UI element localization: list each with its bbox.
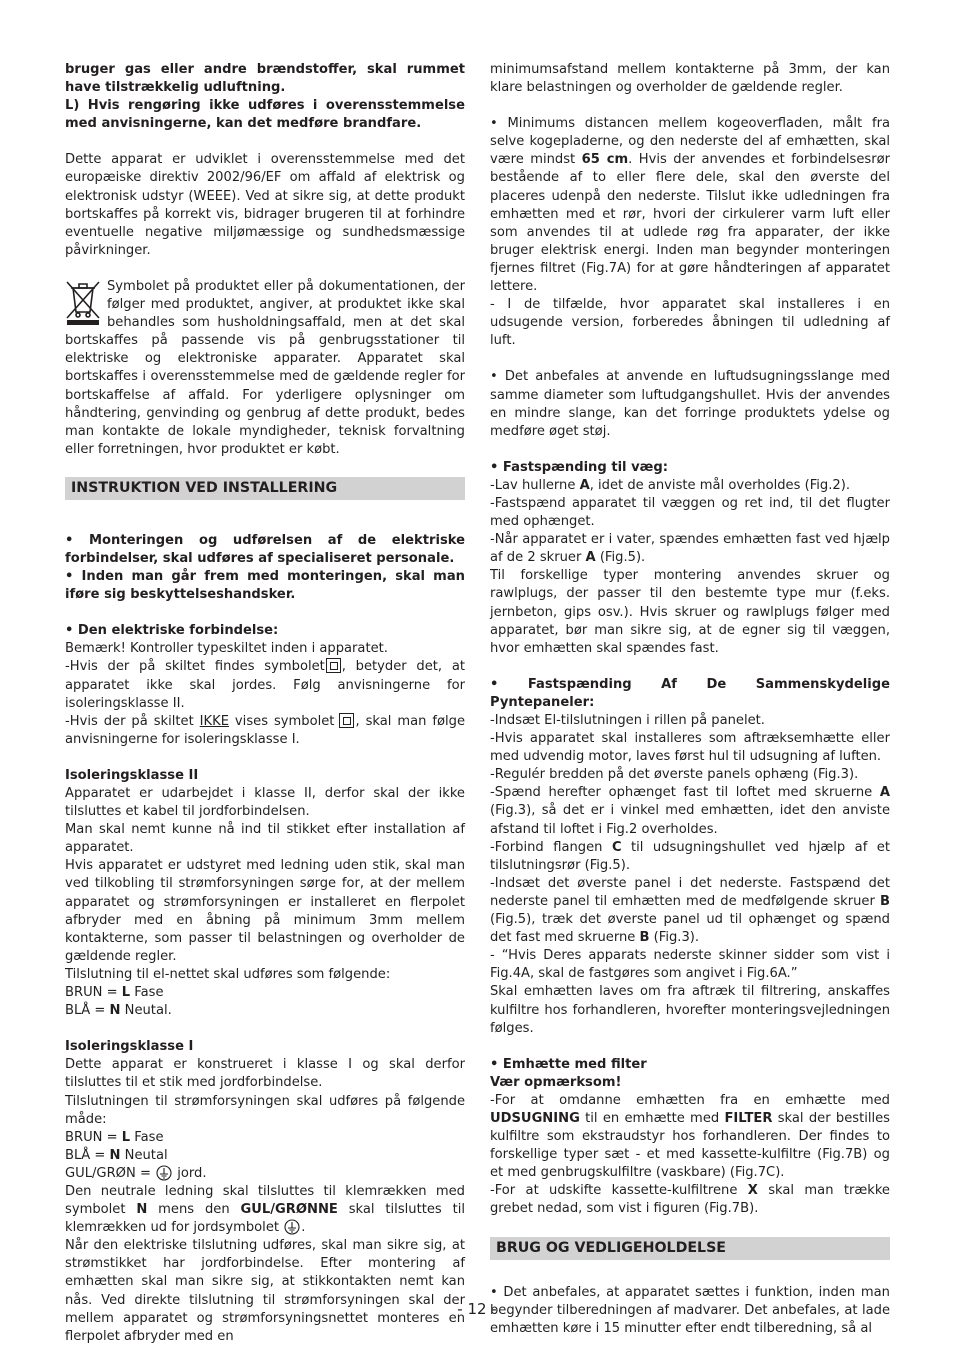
filter-warning: Vær opmærksom! bbox=[490, 1074, 622, 1090]
panel-step-8: Skal emhætten laves om fra aftræk til filtrering, anskaffes kulfiltre hos forhandleren, hvorefter monteringsvejledningen følges. bbox=[490, 984, 890, 1036]
panel-mount-title: • Fastspænding Af De Sammenskydelige Pyntepaneler: bbox=[490, 676, 890, 710]
left-column bbox=[65, 61, 465, 1346]
class-ii-title: Isoleringsklasse II bbox=[65, 767, 199, 783]
earth-symbol-icon bbox=[156, 1165, 172, 1181]
ventilation-note: bruger gas eller andre brændstoffer, skal rummet have tilstrækkelig udluftning. bbox=[65, 62, 465, 96]
class-i-blue-wire: BLÅ = N Neutal bbox=[65, 1147, 168, 1163]
class-i-text-4: Når den elektriske tilslutning udføres, skal man sikre sig, at strømstikket har jordforbindelse. Efter montering af emhætten skal man sikre sig, at stikkontakten nemt kan nås. Ved direkte tilslutning til strømforsyningen skal der mellem apparatet og strømforsyningsnettet monteres en flerpolet afbryder med en bbox=[65, 1238, 465, 1344]
electrical-connection-title: • Den elektriske forbindelse: bbox=[65, 623, 279, 639]
panel-step-2: -Hvis apparatet skal installeres som aftræksemhætte eller med udvendig motor, laves først hul til udsugning af luften. bbox=[490, 731, 890, 765]
wall-step-2: -Fastspænd apparatet til væggen og ret ind, til det flugter med ophænget. bbox=[490, 495, 890, 530]
right-column bbox=[490, 61, 890, 1338]
class-ii-text-4: Tilslutning til el-nettet skal udføres som følgende: bbox=[65, 966, 391, 982]
filter-title: • Emhætte med filter bbox=[490, 1056, 647, 1072]
panel-step-6: -Indsæt det øverste panel i det nederste. Fastspænd det nederste panel til emhætten med de medfølgende skruer B (Fig.5), træk det øverste panel ud til ophænget og spænd det fast med skruerne B (Fig.3). bbox=[490, 875, 890, 946]
filter-step-1: -For at omdanne emhætten fra en emhætte med UDSUGNING til en emhætte med FILTER skal der bestilles kulfiltre som ekstraudstyr hos forhandleren. Der findes to forskellige typer sæt - et med kassette-kulfiltre (Fig.7B) og et med genbrugskulfiltre (vaskbare) (Fig.7C). bbox=[490, 1092, 890, 1181]
wall-mount-title: • Fastspænding til væg: bbox=[490, 459, 668, 475]
specialist-note: • Monteringen og udførelsen af de elektriske forbindelser, skal udføres af specialiseret personale. bbox=[65, 532, 465, 566]
class-ii-brown-wire: BRUN = L Fase bbox=[65, 985, 164, 1001]
earth-symbol-icon bbox=[284, 1219, 300, 1235]
class-ii-symbol-icon bbox=[339, 713, 354, 728]
class-ii-text-3: Hvis apparatet er udstyret med ledning uden stik, skal man ved tilkobling til strømforsyningen sørge for, at der mellem apparatet og strømforsyningen er installeret en flerpolet afbryder med en åbning på minimum 3mm mellem kontakterne, som passer til belastningen og overholder de gældende regler. bbox=[65, 858, 465, 964]
panel-step-1: -Indsæt El-tilslutningen i rillen på panelet. bbox=[490, 713, 765, 728]
wall-step-4: Til forskellige typer montering anvendes skruer og rawlplugs, der passer til den bestemte type mur (f.eks. jernbeton, gips osv.). Hvis skruer og rawlplugs følger med apparatet, bør man sikre sig, at de egner sig til væggen, hvor emhætten skal spændes fast. bbox=[490, 568, 890, 656]
panel-step-7: - “Hvis Deres apparats nederste skinner sidder som vist i Fig.4A, skal de fastgøres som angivet i Fig.6A.” bbox=[490, 948, 890, 982]
panel-step-4: -Spænd herefter ophænget fast til loftet med skruerne A (Fig.3), så det er i vinkel med emhætten, idet den anviste afstand til loftet i Fig.2 overholdes. bbox=[490, 785, 890, 837]
min-distance-contacts: minimumsafstand mellem kontakterne på 3mm, der kan klare belastningen og overholder de gældende regler. bbox=[490, 62, 890, 96]
crossed-bin-icon bbox=[63, 278, 103, 326]
class-ii-instruction: -Hvis der på skiltet findes symbolet , betyder det, at apparatet ikke skal jordes. Følg anvisningerne for isoleringsklasse II. bbox=[65, 659, 465, 711]
hose-recommendation: • Det anbefales at anvende en luftudsugningsslange med samme diameter som luftudgangshullet. Hvis der anvendes en mindre slange, kan det forringe produktets ydelse og medføre øget støj. bbox=[490, 369, 890, 439]
wall-step-1: -Lav hullerne A, idet de anviste mål overholdes (Fig.2). bbox=[490, 477, 850, 493]
weee-block bbox=[65, 278, 465, 459]
class-ii-symbol-icon bbox=[326, 658, 341, 673]
class-i-text-3: Den neutrale ledning skal tilsluttes til klemrækken med symbolet N mens den GUL/GRØNNE skal tilsluttes til klemrækken ud for jordsymbolet . bbox=[65, 1183, 465, 1236]
fire-hazard-note: L) Hvis rengøring ikke udføres i overensstemmelse med anvisningerne, kan det medføre brandfare. bbox=[65, 98, 465, 132]
filter-step-2: -For at udskifte kassette-kulfiltrene X skal man trække grebet nedad, som vist i figuren (Fig.7B). bbox=[490, 1183, 890, 1217]
typeplate-note: Bemærk! Kontroller typeskiltet inden i apparatet. bbox=[65, 641, 388, 657]
weee-symbol-paragraph: Symbolet på produktet eller på dokumentationen, der følger med produktet, angiver, at produktet ikke skal behandles som husholdningsaffald, men at det skal bortskaffes på passende vis på genbrugsstationer til elektriske og elektroniske apparater. Apparatet skal bortskaffes i overensstemmelse med de gældende regler for bortskaffelse af affald. For yderligere oplysninger om håndtering, genvinding og genbrug af dette produkt, bedes man kontakte de lokale myndigheder, teknisk forvaltning eller forretningen, hvor produktet er købt. bbox=[65, 278, 465, 457]
class-ii-text-1: Apparatet er udarbejdet i klasse II, derfor skal der ikke tilsluttes et kabel til jordforbindelsen. bbox=[65, 786, 465, 820]
exhaust-version-note: - I de tilfælde, hvor apparatet skal installeres i en udsugende version, forberedes åbningen til udledning af luft. bbox=[490, 297, 890, 349]
weee-directive-paragraph: Dette apparat er udviklet i overensstemmelse med det europæiske direktiv 2002/96/EF om affald af elektrisk og elektronisk udstyr (WEEE). Ved at sikre sig, at dette produkt bortskaffes på korrekt vis, bidrager brugeren til at forhindre eventuelle negative miljømæssige og sundhedsmæssige påvirkninger. bbox=[65, 152, 465, 258]
class-ii-blue-wire: BLÅ = N Neutal. bbox=[65, 1003, 172, 1019]
class-i-text-2: Tilslutningen til strømforsyningen skal udføres på følgende måde: bbox=[65, 1093, 465, 1127]
wall-step-3: -Når apparatet er i vater, spændes emhætten fast ved hjælp af de 2 skruer A (Fig.5). bbox=[490, 532, 890, 566]
min-distance-hob: • Minimums distancen mellem kogeoverfladen, målt fra selve kogepladerne, og den nederste del af emhætten, skal være mindst 65 cm. Hvis der anvendes et forbindelsesrør bestående af to eller flere dele, skal den øverste del placeres udenpå den nederste. Tilslut ikke udledningen fra emhætten med et rør, hvori der cirkulerer varm luft eller som anvendes til at udlede røg fra apparater, der ikke bruger elektrisk energi. Inden man begynder monteringen fjernes filtret (Fig.7A) for at gøre håndteringen af apparatet lettere. bbox=[490, 116, 890, 295]
panel-step-3: -Regulér bredden på det øverste panels ophæng (Fig.3). bbox=[490, 767, 859, 783]
class-ii-text-2: Man skal nemt kunne nå ind til stikket efter installation af apparatet. bbox=[65, 822, 465, 856]
installation-heading: INSTRUKTION VED INSTALLERING bbox=[65, 477, 465, 500]
class-i-earth-wire: GUL/GRØN = jord. bbox=[65, 1165, 207, 1181]
gloves-note: • Inden man går frem med monteringen, skal man iføre sig beskyttelseshandsker. bbox=[65, 569, 465, 603]
class-i-text-1: Dette apparat er konstrueret i klasse I og skal derfor tilsluttes til et stik med jordforbindelse. bbox=[65, 1057, 465, 1091]
use-paragraph: • Det anbefales, at apparatet sættes i funktion, inden man begynder tilberedningen af madvarer. Det anbefales, at lade emhætten køre i 15 minutter efter endt tilberedning, så al bbox=[490, 1284, 890, 1336]
class-i-instruction: -Hvis der på skiltet IKKE vises symbolet , skal man følge anvisningerne for isoleringsklasse I. bbox=[65, 713, 465, 747]
class-i-brown-wire: BRUN = L Fase bbox=[65, 1129, 164, 1145]
page-number: - 12 - bbox=[457, 1300, 497, 1318]
class-i-title: Isoleringsklasse I bbox=[65, 1039, 194, 1055]
use-maintenance-heading: BRUG OG VEDLIGEHOLDELSE bbox=[490, 1237, 890, 1260]
panel-step-5: -Forbind flangen C til udsugningshullet ved hjælp af et tilslutningsrør (Fig.5). bbox=[490, 839, 890, 873]
